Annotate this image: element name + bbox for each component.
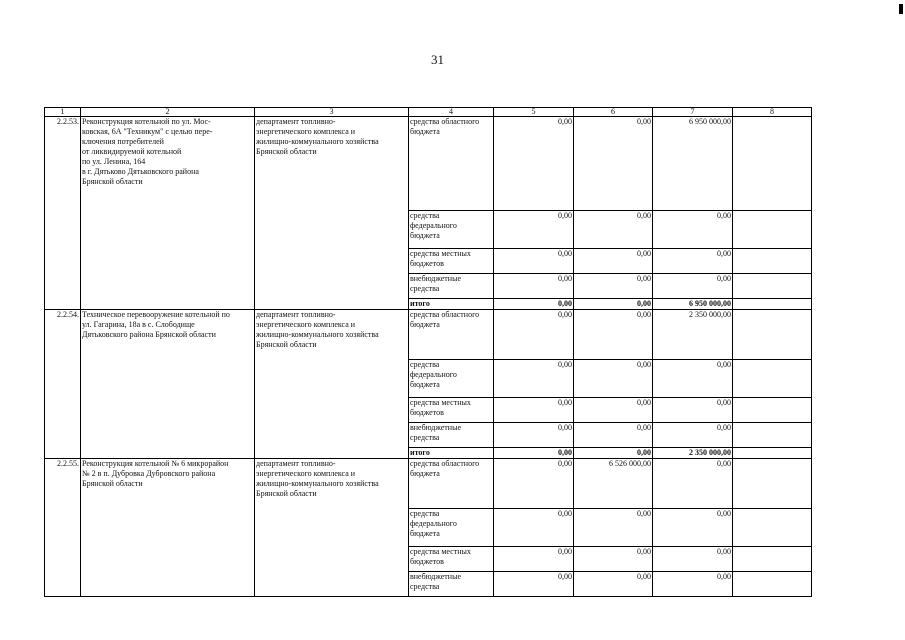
amount-col8 [733,299,812,310]
page-number: 31 [431,52,444,67]
amount-col8 [733,274,812,299]
table-row [45,459,812,509]
amount-col6: 0,00 [574,211,653,249]
amount-col7: 0,00 [653,249,733,274]
item-code: 2.2.55. [45,459,81,597]
column-number: 2 [81,108,255,117]
amount-col6: 0,00 [574,117,653,211]
amount-col6: 0,00 [574,299,653,310]
item-code: 2.2.53. [45,117,81,310]
amount-col6: 0,00 [574,398,653,423]
amount-col7: 6 950 000,00 [653,117,733,211]
funding-source: средства областного бюджета [409,310,494,360]
item-name: Техническое перевооружение котельной по ул. Гагарина, 18а в с. Слободище Дятьковского района Брянской области [81,310,255,459]
amount-col5: 0,00 [494,211,574,249]
amount-col7: 0,00 [653,547,733,572]
amount-col8 [733,310,812,360]
amount-col5: 0,00 [494,423,574,448]
column-number: 7 [653,108,733,117]
funding-source: средства федерального бюджета [409,360,494,398]
column-number-row [45,108,812,117]
funding-source: средства местных бюджетов [409,547,494,572]
amount-col6: 0,00 [574,448,653,459]
amount-col8 [733,423,812,448]
amount-col8 [733,459,812,509]
amount-col7: 0,00 [653,572,733,597]
amount-col5: 0,00 [494,398,574,423]
amount-col5: 0,00 [494,117,574,211]
item-name: Реконструкция котельной № 6 микрорайон № 2 в п. Дубровка Дубровского района Брянской области [81,459,255,597]
amount-col8 [733,211,812,249]
item-executor: департамент топливно- энергетического комплекса и жилищно-коммунального хозяйства Брянской области [255,459,409,597]
funding-source: средства областного бюджета [409,117,494,211]
amount-col8 [733,360,812,398]
column-number: 6 [574,108,653,117]
funding-source: средства федерального бюджета [409,211,494,249]
amount-col5: 0,00 [494,310,574,360]
amount-col6: 6 526 000,00 [574,459,653,509]
amount-col8 [733,547,812,572]
funding-source: итого [409,299,494,310]
amount-col5: 0,00 [494,572,574,597]
amount-col7: 0,00 [653,423,733,448]
item-code: 2.2.54. [45,310,81,459]
amount-col6: 0,00 [574,360,653,398]
table-row [45,117,812,211]
funding-source: внебюджетные средства [409,423,494,448]
amount-col7: 6 950 000,00 [653,299,733,310]
amount-col5: 0,00 [494,360,574,398]
amount-col8 [733,509,812,547]
amount-col5: 0,00 [494,299,574,310]
amount-col5: 0,00 [494,459,574,509]
amount-col7: 0,00 [653,360,733,398]
column-number: 5 [494,108,574,117]
funding-source: средства местных бюджетов [409,249,494,274]
table-row [45,310,812,360]
amount-col6: 0,00 [574,547,653,572]
amount-col8 [733,117,812,211]
amount-col8 [733,249,812,274]
amount-col6: 0,00 [574,274,653,299]
amount-col8 [733,572,812,597]
scan-corner-mark [899,4,903,14]
funding-source: средства областного бюджета [409,459,494,509]
funding-source: средства федерального бюджета [409,509,494,547]
budget-table [44,107,812,597]
amount-col6: 0,00 [574,310,653,360]
funding-source: средства местных бюджетов [409,398,494,423]
amount-col8 [733,398,812,423]
amount-col6: 0,00 [574,572,653,597]
amount-col7: 2 350 000,00 [653,448,733,459]
column-number: 1 [45,108,81,117]
funding-source: внебюджетные средства [409,274,494,299]
amount-col6: 0,00 [574,509,653,547]
table-body [45,108,812,597]
item-executor: департамент топливно- энергетического комплекса и жилищно-коммунального хозяйства Брянской области [255,310,409,459]
amount-col7: 0,00 [653,398,733,423]
item-executor: департамент топливно- энергетического комплекса и жилищно-коммунального хозяйства Брянской области [255,117,409,310]
funding-source: итого [409,448,494,459]
amount-col6: 0,00 [574,423,653,448]
amount-col5: 0,00 [494,249,574,274]
column-number: 8 [733,108,812,117]
item-name: Реконструкция котельной по ул. Мос- ковская, 6А "Техникум" с целью пере- ключения потребителей от ликвидируемой котельной по ул. Ленина, 164 в г. Дятьково Дятьковского района Брянской области [81,117,255,310]
amount-col7: 0,00 [653,459,733,509]
column-number: 3 [255,108,409,117]
amount-col7: 0,00 [653,509,733,547]
amount-col7: 2 350 000,00 [653,310,733,360]
amount-col8 [733,448,812,459]
amount-col7: 0,00 [653,274,733,299]
amount-col5: 0,00 [494,547,574,572]
amount-col5: 0,00 [494,274,574,299]
amount-col7: 0,00 [653,211,733,249]
amount-col5: 0,00 [494,509,574,547]
amount-col5: 0,00 [494,448,574,459]
column-number: 4 [409,108,494,117]
funding-source: внебюджетные средства [409,572,494,597]
amount-col6: 0,00 [574,249,653,274]
